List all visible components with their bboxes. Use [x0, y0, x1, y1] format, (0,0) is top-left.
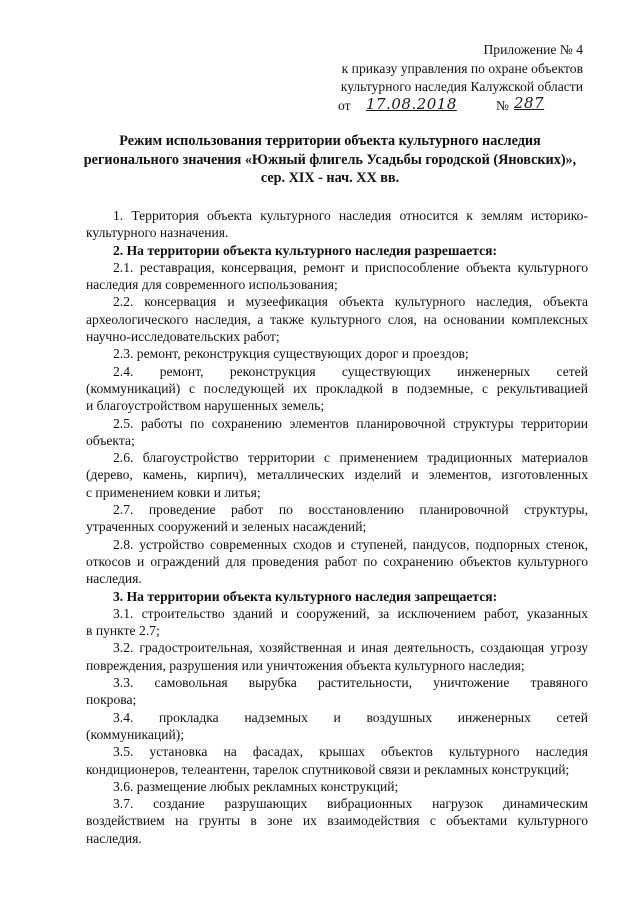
- number-label: №: [496, 97, 509, 113]
- paragraph-line: 3.4. прокладка надземных и воздушных инженерных сетей: [113, 709, 588, 725]
- paragraph-line: 2.7. проведение работ по восстановлению планировочной структуры,: [113, 502, 588, 518]
- paragraph-3-4: [86, 709, 588, 744]
- paragraph-3-6: [86, 778, 588, 795]
- paragraph-line: утраченных сооружений и зеленых насаждений;: [86, 519, 367, 535]
- paragraph-line: 3.3. самовольная вырубка растительности, уничтожение травяного: [113, 675, 588, 691]
- paragraph-2-3: [86, 345, 588, 362]
- paragraph-line: 2.4. ремонт, реконструкция существующих инженерных сетей: [113, 363, 588, 379]
- paragraph-2-7: [86, 501, 588, 536]
- paragraph-line: 2.3. ремонт, реконструкция существующих дорог и проездов;: [113, 346, 469, 362]
- paragraph-line: наследия.: [86, 830, 142, 846]
- paragraph-3-2: [86, 639, 588, 674]
- paragraph-3-7: [86, 795, 588, 847]
- paragraph-3-3: [86, 674, 588, 709]
- paragraph-line: покрова;: [86, 692, 137, 708]
- paragraph-line: 1. Территория объекта культурного наследия относится к землям историко-: [113, 208, 588, 223]
- title-line-2: регионального значения «Южный флигель Усадьбы городской (Яновских)»,: [83, 151, 577, 168]
- appendix-authority-line: культурного наследия Калужской области: [340, 79, 583, 94]
- heading-3: [86, 588, 588, 605]
- paragraph-line: наследия для современного использования;: [86, 277, 338, 293]
- paragraph-2-4: [86, 363, 588, 415]
- paragraph-line: (коммуникаций) с последующей их прокладкой в подземные, с рекультивацией: [86, 380, 588, 396]
- paragraph-line: откосов и ограждений для проведения работ по сохранению объектов культурного: [86, 553, 588, 569]
- paragraph-line: 2.6. благоустройство территории с применением традиционных материалов: [113, 450, 588, 466]
- paragraph-line: научно-исследовательских работ;: [86, 329, 280, 345]
- paragraph-line: 2.8. устройство современных сходов и ступеней, пандусов, подпорных стенок,: [113, 536, 588, 552]
- paragraph-line: 2.5. работы по сохранению элементов планировочной структуры территории: [113, 415, 588, 431]
- document-title: [70, 132, 590, 188]
- paragraph-line: культурного назначения.: [86, 225, 229, 241]
- appendix-order-line: к приказу управления по охране объектов: [341, 60, 583, 76]
- appendix-date-number-line: [338, 93, 583, 116]
- paragraph-3-5: [86, 743, 588, 778]
- paragraph-line: повреждения, разрушения или уничтожения объекта культурного наследия;: [86, 657, 525, 673]
- paragraph-line: наследия.: [86, 571, 142, 587]
- appendix-header: [338, 41, 583, 115]
- paragraph-line: и благоустройством нарушенных земель;: [86, 398, 325, 414]
- paragraph-line: 3.6. размещение любых рекламных конструкций;: [113, 778, 399, 794]
- paragraph-line: с применением ковки и литья;: [86, 484, 261, 500]
- handwritten-number: 287: [514, 93, 545, 112]
- heading-3-text: 3. На территории объекта культурного наследия запрещается:: [113, 588, 498, 604]
- paragraph-line: в пункте 2.7;: [86, 623, 160, 639]
- paragraph-line: 2.1. реставрация, консервация, ремонт и приспособление объекта культурного: [113, 259, 588, 275]
- paragraph-line: 2.2. консервация и музеефикация объекта культурного наследия, объекта: [113, 294, 588, 310]
- paragraph-2-1: [86, 259, 588, 294]
- paragraph-line: археологического наследия, а также культурного слоя, на основании комплексных: [86, 311, 588, 327]
- paragraph-2-6: [86, 449, 588, 501]
- from-label: от: [338, 97, 351, 113]
- paragraph-line: 3.5. установка на фасадах, крышах объектов культурного наследия: [113, 744, 588, 760]
- title-line-3: сер. XIX - нач. XX вв.: [260, 170, 400, 187]
- paragraph-line: 3.1. строительство зданий и сооружений, за исключением работ, указанных: [113, 605, 588, 621]
- handwritten-date: 17.08.2018: [366, 94, 457, 113]
- paragraph-2-5: [86, 415, 588, 450]
- paragraph-line: (дерево, камень, кирпич), металлических изделий и элементов, изготовленных: [86, 467, 588, 483]
- paragraph-2-2: [86, 293, 588, 345]
- appendix-title: Приложение № 4: [483, 42, 583, 57]
- title-line-1: Режим использования территории объекта культурного наследия: [119, 133, 541, 149]
- heading-2-text: 2. На территории объекта культурного наследия разрешается:: [113, 242, 498, 258]
- paragraph-line: 3.2. градостроительная, хозяйственная и иная деятельность, создающая угрозу: [113, 640, 588, 656]
- paragraph-line: объекта;: [86, 432, 135, 448]
- document-body: [86, 207, 588, 847]
- paragraph-2-8: [86, 536, 588, 588]
- paragraph-1: [86, 207, 588, 242]
- heading-2: [86, 242, 588, 259]
- paragraph-line: (коммуникаций);: [86, 726, 185, 742]
- paragraph-line: кондиционеров, телеантенн, тарелок спутниковой связи и рекламных конструкций;: [86, 761, 570, 777]
- paragraph-line: 3.7. создание разрушающих вибрационных нагрузок динамическим: [113, 796, 588, 812]
- paragraph-3-1: [86, 605, 588, 640]
- paragraph-line: воздействием на грунты в зоне их взаимодействия с объектами культурного: [86, 813, 588, 829]
